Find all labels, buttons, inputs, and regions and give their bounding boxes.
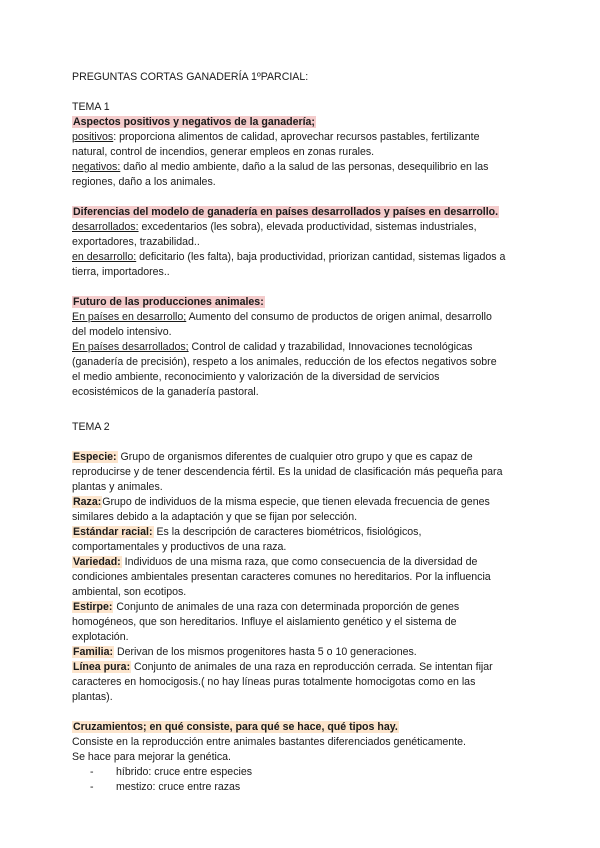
section-diferencias: [72, 205, 542, 220]
tema2-label: TEMA 2: [72, 421, 110, 433]
line-familia-1: [72, 645, 542, 660]
term-estirpe: Estirpe:: [73, 601, 113, 613]
line-linea-pura-1: [72, 660, 542, 675]
term-estandar-racial: Estándar racial:: [73, 526, 153, 538]
line-estirpe-2: homogéneos, que son hereditarios. Influye el aislamiento genético y el sistema de: [72, 616, 457, 628]
line-cruzamientos-1: Consiste en la reproducción entre animales bastantes diferenciados genéticamente.: [72, 736, 466, 748]
bullet-dash: -: [90, 766, 94, 778]
line-estirpe-1: [72, 600, 542, 615]
line-variedad-1: [72, 555, 542, 570]
line-raza-1: [72, 495, 542, 510]
line-especie-2: reproducirse y de tener descendencia fértil. Es la unidad de clasificación más pequeña para: [72, 466, 503, 478]
line-futuro-b-4: ecosistémicos de la ganadería pastoral.: [72, 386, 259, 398]
label-positivos: positivos: [72, 131, 114, 143]
document-body: [72, 70, 542, 795]
heading-diferencias: Diferencias del modelo de ganadería en países desarrollados y países en desarrollo.: [73, 206, 499, 218]
text-desarrollados-1: excedentarios (les sobra), elevada productividad, sistemas industriales,: [138, 221, 477, 233]
line-futuro-a-1: [72, 310, 542, 325]
line-futuro-b-2: (ganadería de precisión), respeto a los animales, reducción de los efectos negativos sobre: [72, 356, 497, 368]
label-en-desarrollo: en desarrollo:: [72, 251, 137, 263]
term-raza: Raza:: [73, 496, 102, 508]
line-desarrollados-1: [72, 220, 542, 235]
term-variedad: Variedad:: [73, 556, 121, 568]
text-negativos-1: daño al medio ambiente, daño a la salud de las personas, desequilibrio en las: [120, 161, 489, 173]
document-title: PREGUNTAS CORTAS GANADERÍA 1ºPARCIAL:: [72, 71, 309, 83]
term-especie: Especie:: [73, 451, 117, 463]
line-positivos-2: natural, control de incendios, generar empleos en zonas rurales.: [72, 146, 375, 158]
text-positivos-1: : proporciona alimentos de calidad, aprovechar recursos pastables, fertilizante: [113, 131, 480, 143]
section-aspectos: [72, 115, 542, 130]
heading-futuro: Futuro de las producciones animales:: [73, 296, 264, 308]
line-positivos-1: [72, 130, 542, 145]
line-variedad-3: ambiental, son ecotipos.: [72, 586, 187, 598]
line-especie-3: plantas y animales.: [72, 481, 163, 493]
list-item: [72, 780, 542, 795]
line-estandar-1: [72, 525, 542, 540]
line-desarrollados-2: exportadores, trazabilidad..: [72, 236, 200, 248]
line-raza-2: similares debido a la adaptación y que se fijan por selección.: [72, 511, 358, 523]
term-familia: Familia:: [73, 646, 114, 658]
text-variedad-1: Individuos de una misma raza, que como consecuencia de la diversidad de: [121, 556, 478, 568]
label-paises-desarrollados: En países desarrollados;: [72, 341, 189, 353]
text-estandar-1: Es la descripción de caracteres biométricos, fisiológicos,: [153, 526, 422, 538]
line-negativos-1: [72, 160, 542, 175]
line-especie-1: [72, 450, 542, 465]
text-en-desarrollo-1: deficitario (les falta), baja productividad, priorizan cantidad, sistemas ligados a: [136, 251, 506, 263]
label-desarrollados: desarrollados:: [72, 221, 139, 233]
text-familia-1: Derivan de los mismos progenitores hasta 5 o 10 generaciones.: [114, 646, 417, 658]
heading-cruzamientos: Cruzamientos; en qué consiste, para qué se hace, qué tipos hay.: [73, 721, 398, 733]
line-linea-pura-2: caracteres en homocigosis.( no hay líneas puras totalmente homocigotas como en las: [72, 676, 476, 688]
line-futuro-b-3: el medio ambiente, reconocimiento y valorización de la diversidad de servicios: [72, 371, 440, 383]
line-en-desarrollo-1: [72, 250, 542, 265]
bullet-dash: -: [90, 781, 94, 793]
line-futuro-a-2: del modelo intensivo.: [72, 326, 172, 338]
line-estandar-2: comportamentales y productivos de una raza.: [72, 541, 287, 553]
bullet-text-hibrido: híbrido: cruce entre especies: [116, 766, 253, 778]
text-raza-1: Grupo de individuos de la misma especie, que tienen elevada frecuencia de genes: [102, 496, 490, 508]
term-linea-pura: Línea pura:: [73, 661, 131, 673]
text-especie-1: Grupo de organismos diferentes de cualquier otro grupo y que es capaz de: [117, 451, 473, 463]
line-linea-pura-3: plantas).: [72, 691, 113, 703]
heading-aspectos: Aspectos positivos y negativos de la ganadería;: [73, 116, 315, 128]
bullet-text-mestizo: mestizo: cruce entre razas: [116, 781, 241, 793]
label-negativos: negativos:: [72, 161, 121, 173]
line-futuro-b-1: [72, 340, 542, 355]
section-cruzamientos: [72, 720, 542, 735]
tema1-label: TEMA 1: [72, 101, 110, 113]
line-estirpe-3: explotación.: [72, 631, 129, 643]
text-futuro-b-1: Control de calidad y trazabilidad, Innovaciones tecnológicas: [188, 341, 473, 353]
line-en-desarrollo-2: tierra, importadores..: [72, 266, 170, 278]
text-estirpe-1: Conjunto de animales de una raza con determinada proporción de genes: [113, 601, 460, 613]
list-item: [72, 765, 542, 780]
text-linea-pura-1: Conjunto de animales de una raza en reproducción cerrada. Se intentan fijar: [131, 661, 493, 673]
section-futuro: [72, 295, 542, 310]
text-futuro-a-1: Aumento del consumo de productos de origen animal, desarrollo: [186, 311, 492, 323]
line-negativos-2: regiones, daño a los animales.: [72, 176, 216, 188]
label-paises-en-desarrollo: En países en desarrollo;: [72, 311, 187, 323]
line-variedad-2: condiciones ambientales presentan caracteres comunes no hereditarios. Por la influencia: [72, 571, 491, 583]
line-cruzamientos-2: Se hace para mejorar la genética.: [72, 751, 231, 763]
